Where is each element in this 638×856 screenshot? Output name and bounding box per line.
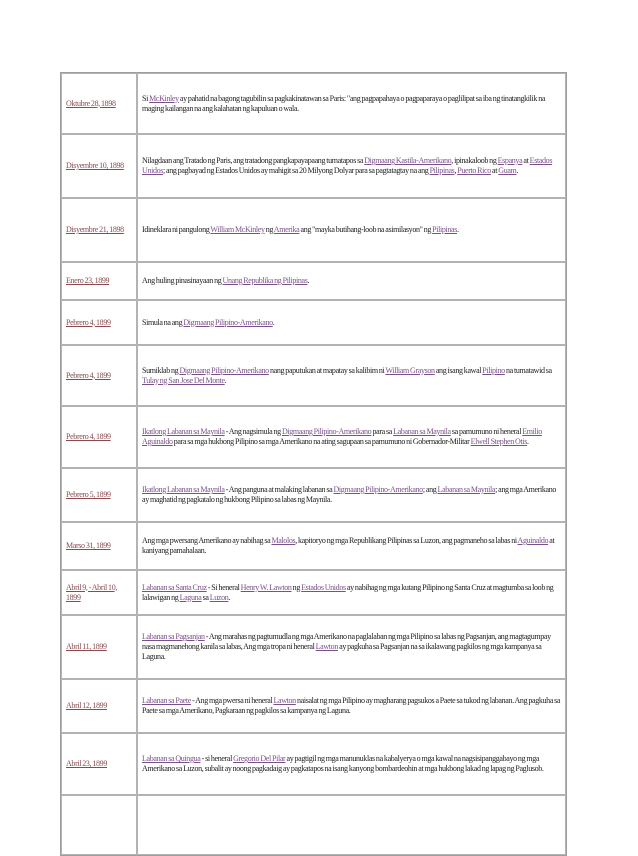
event-text: - Ang marahas ng pagtumudla ng mga Amerikano na paglalaban ng mga Pilipino sa labas ng Pagsanjan, ang magtagumpay nasa magmanehong kanila sa labas, Ang mga tropa ni heneral xyxy=(142,632,551,651)
event-text: naisalat ng mga Pilipino ay magharang pagsukos a Paete sa tukod ng labanan. Ang pagkuha sa Paete sa mga Amerikano, Pagkaraan ng pagkilos sa kampanya ng Laguna. xyxy=(142,696,561,715)
event-cell xyxy=(137,795,566,855)
event-text: ; ang mga Amerikano ay maghatid ng pagkatalo ng hukbong Pilipino sa labas ng Maynila. xyxy=(142,485,557,504)
link-digmaang-pilipino-amerikano[interactable]: Digmaang Pilipino-Amerikano xyxy=(179,365,269,375)
event-text: para sa xyxy=(371,427,394,436)
link-unang-republika-ng-pilipinas[interactable]: Unang Republika ng Pilipinas xyxy=(222,276,308,285)
link-william-mckinley[interactable]: William McKinley xyxy=(210,225,265,234)
link-estados-unidos[interactable]: Estados Unidos xyxy=(142,156,553,175)
link-estados-unidos[interactable]: Estados Unidos xyxy=(301,582,346,592)
link-tulay-ng-san-jose-del-monte[interactable]: Tulay ng San Jose Del Monte xyxy=(142,375,225,385)
event-text: - Si heneral xyxy=(206,582,241,592)
event-text: nang paputukan at mapatay sa kalibim ni xyxy=(268,365,386,375)
date-cell xyxy=(61,679,137,733)
event-cell xyxy=(137,345,566,406)
event-text: ng xyxy=(264,225,274,234)
event-text: at xyxy=(522,156,530,165)
table-row xyxy=(61,406,566,468)
table-row xyxy=(61,300,566,345)
link-pilipinas[interactable]: Pilipinas xyxy=(429,166,455,175)
event-text: - si heneral xyxy=(200,754,234,763)
event-text: ay pagkuha sa Pagsanjan na sa ikalawang pagkilos ng mga kampanya sa Laguna. xyxy=(142,642,542,661)
table-row xyxy=(61,679,566,733)
link-william-grayson[interactable]: William Grayson xyxy=(385,365,435,375)
link-lawton[interactable]: Lawton xyxy=(315,642,338,651)
event-text: . xyxy=(526,437,529,446)
event-text: . xyxy=(307,276,310,285)
event-cell xyxy=(137,300,566,345)
date-cell xyxy=(61,73,137,134)
table-row xyxy=(61,733,566,795)
event-text: Sumiklab ng xyxy=(142,365,180,375)
event-text: Simula na ang xyxy=(142,317,184,327)
table-row xyxy=(61,615,566,679)
event-text: . xyxy=(516,166,519,175)
link-ikatlong-labanan-sa-maynila[interactable]: Ikatlong Labanan sa Maynila xyxy=(142,485,225,494)
event-text: sa xyxy=(201,592,210,602)
event-text: . xyxy=(224,375,227,385)
event-cell xyxy=(137,733,566,795)
date-cell xyxy=(61,406,137,468)
date-link[interactable]: Pebrero 4, 1899 xyxy=(66,317,111,327)
event-text: ay pagtigil ng mga manunuklas na kabalyerya o mga kawal na nagsisipanggabayo ng mga Amerikano sa Luzon, subalit ay noong pagkadaig ay pagkatapos na isang kanyong bombardeohin at mga hukbong lakad ng lapag ng Paglusob. xyxy=(142,754,544,773)
date-cell xyxy=(61,134,137,198)
date-link[interactable]: Pebrero 4, 1899 xyxy=(66,432,111,441)
link-lawton[interactable]: Lawton xyxy=(273,696,296,705)
link-emilio-aguinaldo[interactable]: Emilio Aguinaldo xyxy=(142,427,542,446)
date-cell xyxy=(61,262,137,300)
date-cell xyxy=(61,795,137,855)
link-pilipino[interactable]: Pilipino xyxy=(482,365,505,375)
date-cell xyxy=(61,300,137,345)
event-text: na tumatawid sa xyxy=(504,365,552,375)
event-cell xyxy=(137,406,566,468)
link-espanya[interactable]: Espanya xyxy=(497,156,523,165)
event-text: para sa mga hukbong Pilipino sa mga Amerikano na ating sagupaan sa pamumuno ni Gobernador-Militar xyxy=(172,437,471,446)
event-text: - Ang nagsimula ng xyxy=(224,427,282,436)
event-text: Si xyxy=(142,93,150,103)
table-row xyxy=(61,522,566,570)
table-row xyxy=(61,570,566,615)
link-digmaang-kastila-amerikano[interactable]: Digmaang Kastila-Amerikano xyxy=(364,156,452,165)
link-labanan-sa-quingua[interactable]: Labanan sa Quingua xyxy=(142,754,201,763)
event-text: ang "mayka butihang-loob na asimilasyon" ng xyxy=(299,225,433,234)
date-link[interactable]: Marso 31, 1899 xyxy=(66,541,111,550)
table-row xyxy=(61,345,566,406)
event-text: ; ang pagbayad ng Estados Unidos ay mahigit sa 20 Milyong Dolyar para sa pagtatagtay na ang xyxy=(163,166,430,175)
event-text: sa pamumuno ni heneral xyxy=(450,427,523,436)
date-cell xyxy=(61,198,137,262)
date-cell xyxy=(61,615,137,679)
date-cell xyxy=(61,570,137,615)
link-labanan-sa-maynila[interactable]: Labanan sa Maynila xyxy=(437,485,496,494)
link-malolos[interactable]: Malolos xyxy=(271,536,296,545)
table-row xyxy=(61,262,566,300)
event-text: ang isang kawal xyxy=(434,365,483,375)
link-ikatlong-labanan-sa-maynila[interactable]: Ikatlong Labanan sa Maynila xyxy=(142,427,225,436)
timeline-body xyxy=(61,73,566,855)
date-link[interactable]: Abril 11, 1899 xyxy=(66,642,107,651)
link-aguinaldo[interactable]: Aguinaldo xyxy=(517,536,549,545)
link-digmaang-pilipino-amerikano[interactable]: Digmaang Pilipino-Amerikano xyxy=(333,485,423,494)
link-pilipinas[interactable]: Pilipinas xyxy=(432,225,458,234)
link-labanan-sa-maynila[interactable]: Labanan sa Maynila xyxy=(393,427,451,436)
event-text: . xyxy=(457,225,459,234)
link-puerto-rico[interactable]: Puerto Rico xyxy=(457,166,491,175)
event-cell xyxy=(137,198,566,262)
event-text: Nilagdaan ang Tratado ng Paris, ang tratadong pangkapayapaang tumatapos sa xyxy=(142,156,365,165)
link-guam[interactable]: Guam xyxy=(498,166,517,175)
timeline-table xyxy=(60,72,567,856)
event-text: Ang mga pwersang Amerikano ay nabihag sa xyxy=(142,536,272,545)
event-text: ay nabihag ng mga kutang Pilipino ng Santa Cruz at magtumba sa loob ng lalawigan ng xyxy=(142,582,554,602)
link-digmaang-pilipino-amerikano[interactable]: Digmaang Pilipino-Amerikano xyxy=(281,427,372,436)
date-link[interactable]: Pebrero 4, 1899 xyxy=(66,370,111,380)
event-text: ay pahatid na bagong tagubilin sa pagkakinatawan sa Paris: "ang pagpapahaya o pagpaparaya o paglilipat sa iba ng tinatangkilik na maging kailangan na ang kalahatan ng kapuluan o wala. xyxy=(142,93,546,113)
event-text: . xyxy=(228,592,231,602)
date-link[interactable]: Pebrero 5, 1899 xyxy=(66,490,111,499)
table-row xyxy=(61,134,566,198)
table-row xyxy=(61,198,566,262)
event-text: , ipinakaloob ng xyxy=(451,156,498,165)
date-link[interactable]: Abril 23, 1899 xyxy=(66,759,107,768)
event-text: , kapitoryo ng mga Republikang Pilipinas sa Luzon, ang pagmaneho sa labas ni xyxy=(295,536,518,545)
event-cell xyxy=(137,262,566,300)
link-labanan-sa-pagsanjan[interactable]: Labanan sa Pagsanjan xyxy=(142,632,205,641)
link-labanan-sa-santa-cruz[interactable]: Labanan sa Santa Cruz xyxy=(142,582,207,592)
date-link[interactable]: Abril 9, - Abril 10, 1899 xyxy=(66,582,117,602)
link-labanan-sa-paete[interactable]: Labanan sa Paete xyxy=(142,696,191,705)
link-digmaang-pilipino-amerikano[interactable]: Digmaang Pilipino-Amerikano xyxy=(183,317,273,327)
table-row xyxy=(61,468,566,522)
event-text: - Ang mga pwersa ni heneral xyxy=(190,696,274,705)
table-row xyxy=(61,795,566,855)
event-text: , xyxy=(454,166,458,175)
date-cell xyxy=(61,468,137,522)
date-link[interactable]: Disyembre 10, 1898 xyxy=(66,161,124,170)
date-link[interactable]: Enero 23, 1899 xyxy=(66,276,110,285)
date-link[interactable]: Abril 12, 1899 xyxy=(66,701,107,710)
event-text: Idineklara ni pangulong xyxy=(142,225,211,234)
date-link[interactable]: Disyembre 21, 1898 xyxy=(66,225,124,234)
link-amerika[interactable]: Amerika xyxy=(273,225,300,234)
table-row xyxy=(61,73,566,134)
event-cell xyxy=(137,522,566,570)
event-text: at kaniyang pamahalaan. xyxy=(142,536,555,555)
event-text: Ang huling pinasinayaan ng xyxy=(142,276,223,285)
event-cell xyxy=(137,570,566,615)
event-text: ; ang xyxy=(422,485,438,494)
event-cell xyxy=(137,468,566,522)
link-gregorio-del-pilar[interactable]: Gregorio Del Pilar xyxy=(233,754,286,763)
event-cell xyxy=(137,134,566,198)
link-luzon[interactable]: Luzon xyxy=(209,592,229,602)
link-mckinley[interactable]: McKinley xyxy=(149,93,179,103)
link-elwell-stephen-otis[interactable]: Elwell Stephen Otis xyxy=(470,437,527,446)
link-henry-w-lawton[interactable]: Henry W. Lawton xyxy=(240,582,292,592)
event-text: ng xyxy=(291,582,302,592)
event-text: - Ang panguna at malaking labanan sa xyxy=(224,485,334,494)
date-cell xyxy=(61,733,137,795)
event-cell xyxy=(137,73,566,134)
date-cell xyxy=(61,522,137,570)
event-text: . xyxy=(272,317,275,327)
date-link[interactable]: Oktubre 28, 1898 xyxy=(66,98,116,108)
event-text: at xyxy=(490,166,499,175)
event-cell xyxy=(137,615,566,679)
link-laguna[interactable]: Laguna xyxy=(179,592,202,602)
event-cell xyxy=(137,679,566,733)
date-cell xyxy=(61,345,137,406)
